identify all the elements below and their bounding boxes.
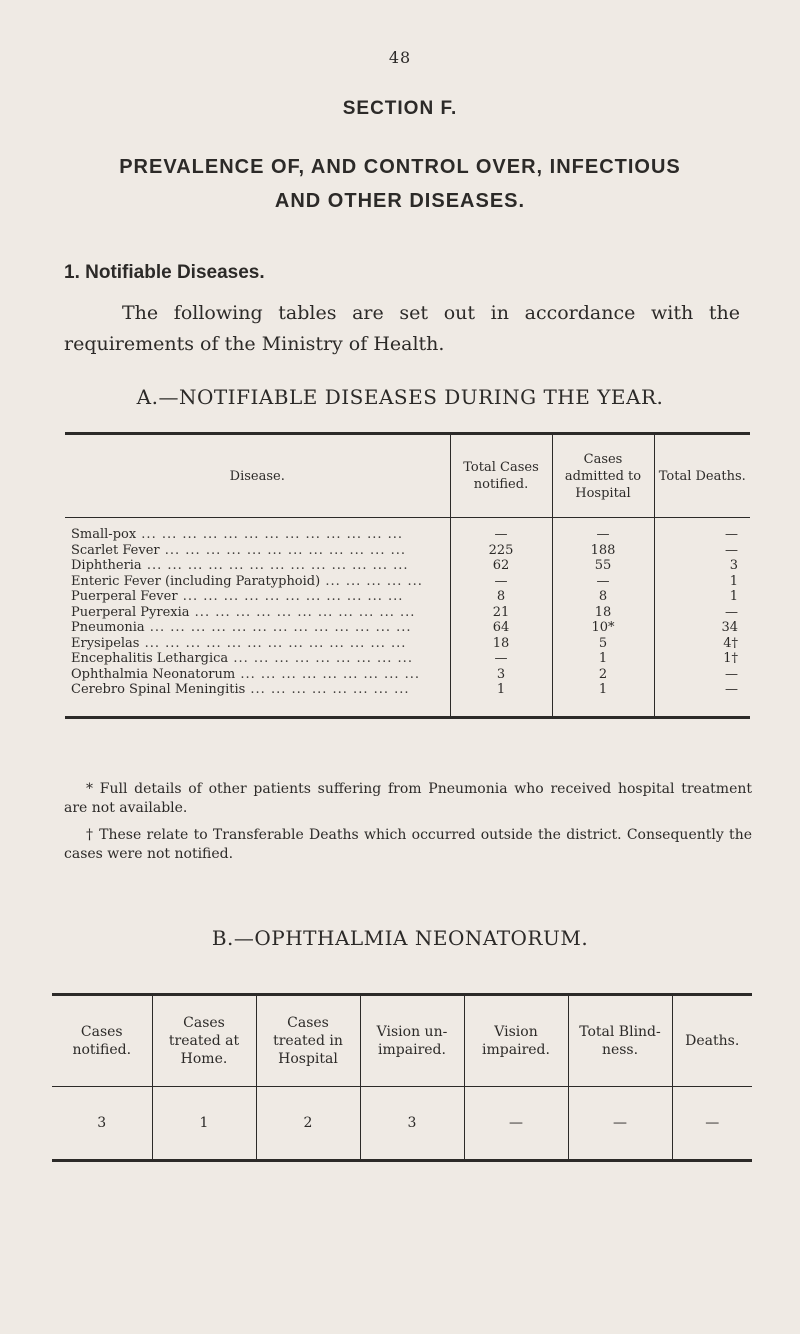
cell-admitted: 8: [552, 589, 654, 605]
leader-dots: ... ... ... ... ... ... ... ... ...: [228, 651, 413, 666]
value-deaths: —: [672, 1087, 752, 1161]
disease-name: [65, 651, 450, 667]
leader-dots: ... ... ... ... ... ... ... ... ... ... ... ... ...: [141, 558, 409, 573]
page-number: 48: [388, 48, 412, 67]
cell-deaths: 1†: [654, 651, 750, 667]
disease-label: Encephalitis Lethargica: [71, 651, 229, 666]
cell-notified: —: [450, 574, 552, 590]
subsection-heading: 1. Notifiable Diseases.: [64, 262, 265, 283]
intro-paragraph: The following tables are set out in accordance with the requirements of the Ministry of Health.: [64, 302, 740, 355]
footnote-dagger: † These relate to Transferable Deaths which occurred outside the district. Consequently the cases were not notified.: [64, 827, 752, 862]
cell-deaths: 1: [654, 589, 750, 605]
disease-label: Small-pox: [71, 527, 137, 542]
cell-notified: —: [450, 651, 552, 667]
disease-name: [65, 667, 450, 683]
cell-notified: 64: [450, 620, 552, 636]
leader-dots: ... ... ... ... ... ... ... ... ... ... ... ... ...: [144, 620, 412, 635]
cell-notified: 3: [450, 667, 552, 683]
disease-name: [65, 574, 450, 590]
header-total-deaths: Total Deaths.: [654, 434, 750, 518]
table-row: [65, 605, 750, 621]
main-title-line-2: AND OTHER DISEASES.: [274, 190, 526, 212]
disease-name: [65, 543, 450, 559]
header-total-blindness: Total Blind- ness.: [568, 995, 672, 1087]
cell-notified: —: [450, 518, 552, 543]
header-vision-impaired: Vision impaired.: [464, 995, 568, 1087]
section-title: SECTION F.: [342, 98, 458, 119]
disease-label: Ophthalmia Neonatorum: [71, 666, 236, 682]
disease-label: Scarlet Fever: [71, 542, 160, 558]
table-b-header-row: [52, 995, 752, 1087]
cell-deaths: 3: [654, 558, 750, 574]
leader-dots: ... ... ... ... ... ... ... ... ...: [235, 666, 420, 682]
value-treated-home: 1: [152, 1087, 256, 1161]
leader-dots: ... ... ... ... ... ... ... ... ... ... ...: [177, 589, 404, 604]
leader-dots: ... ... ... ... ... ... ... ... ... ... ... ...: [159, 542, 406, 558]
table-a-header-row: [65, 434, 750, 518]
value-vision-impaired: —: [464, 1087, 568, 1161]
value-total-blindness: —: [568, 1087, 672, 1161]
header-deaths: Deaths.: [672, 995, 752, 1087]
leader-dots: ... ... ... ... ... ... ... ...: [245, 682, 410, 697]
disease-label: Pneumonia: [71, 620, 145, 635]
disease-name: [65, 558, 450, 574]
table-row: [65, 558, 750, 574]
table-row: [65, 620, 750, 636]
main-title-line-1: PREVALENCE OF, AND CONTROL OVER, INFECTIOUS: [119, 156, 681, 178]
cell-deaths: 1: [654, 574, 750, 590]
value-vision-unimpaired: 3: [360, 1087, 464, 1161]
footnote-asterisk: * Full details of other patients suffering from Pneumonia who received hospital treatment are not available.: [64, 781, 752, 816]
value-treated-hospital: 2: [256, 1087, 360, 1161]
footnotes: [64, 780, 752, 872]
ophthalmia-neonatorum-table: [52, 993, 752, 1162]
cell-admitted: 1: [552, 682, 654, 717]
disease-label: Enteric Fever (including Paratyphoid): [71, 573, 321, 589]
cell-admitted: 10*: [552, 620, 654, 636]
disease-name: [65, 620, 450, 636]
cell-notified: 62: [450, 558, 552, 574]
table-row: [65, 543, 750, 559]
table-b-title: B.—OPHTHALMIA NEONATORUM.: [211, 926, 589, 950]
disease-label: Puerperal Fever: [71, 589, 178, 604]
cell-deaths: 4†: [654, 636, 750, 652]
disease-name: [65, 682, 450, 717]
cell-notified: 1: [450, 682, 552, 717]
leader-dots: ... ... ... ... ... ... ... ... ... ... ...: [189, 604, 416, 620]
cell-admitted: 1: [552, 651, 654, 667]
value-cases-notified: 3: [97, 1115, 107, 1131]
table-row: [65, 518, 750, 543]
header-cases-treated-home: Cases treated at Home.: [152, 995, 256, 1087]
disease-label: Puerperal Pyrexia: [71, 604, 190, 620]
cell-notified: 18: [450, 636, 552, 652]
table-row: [65, 636, 750, 652]
cell-admitted: 2: [552, 667, 654, 683]
header-vision-unimpaired: Vision un- impaired.: [360, 995, 464, 1087]
notifiable-diseases-table: [65, 432, 750, 719]
disease-name: [65, 605, 450, 621]
cell-admitted: —: [552, 574, 654, 590]
leader-dots: ... ... ... ... ... ... ... ... ... ... ... ... ...: [139, 635, 407, 651]
table-row: [65, 651, 750, 667]
header-cases-treated-hospital: Cases treated in Hospital: [256, 995, 360, 1087]
table-b-data-row: [52, 1087, 752, 1161]
table-row: [65, 667, 750, 683]
disease-name: [65, 636, 450, 652]
cell-deaths: —: [654, 543, 750, 559]
cell-deaths: —: [654, 518, 750, 543]
disease-name: [65, 589, 450, 605]
cell-notified: 21: [450, 605, 552, 621]
cell-deaths: 34: [654, 620, 750, 636]
header-total-cases-notified: Total Cases notified.: [450, 434, 552, 518]
cell-deaths: —: [654, 682, 750, 717]
table-row: [65, 589, 750, 605]
cell-notified: 225: [450, 543, 552, 559]
cell-admitted: 5: [552, 636, 654, 652]
table-row: [65, 574, 750, 590]
cell-admitted: 55: [552, 558, 654, 574]
cell-notified: 8: [450, 589, 552, 605]
cell-admitted: —: [552, 518, 654, 543]
cell-deaths: —: [654, 667, 750, 683]
disease-label: Diphtheria: [71, 558, 142, 573]
disease-name: [65, 518, 450, 543]
disease-label: Cerebro Spinal Meningitis: [71, 682, 246, 697]
disease-label: Erysipelas: [71, 635, 140, 651]
leader-dots: ... ... ... ... ...: [320, 573, 423, 589]
header-cases-notified: Cases notified.: [52, 995, 152, 1087]
main-title: [60, 150, 740, 218]
cell-deaths: —: [654, 605, 750, 621]
cell-admitted: 18: [552, 605, 654, 621]
table-a-title: A.—NOTIFIABLE DISEASES DURING THE YEAR.: [136, 385, 664, 409]
header-cases-admitted: Cases admitted to Hospital: [552, 434, 654, 518]
header-disease: Disease.: [65, 434, 450, 518]
table-row: [65, 682, 750, 717]
leader-dots: ... ... ... ... ... ... ... ... ... ... ... ... ...: [136, 527, 404, 542]
cell-admitted: 188: [552, 543, 654, 559]
